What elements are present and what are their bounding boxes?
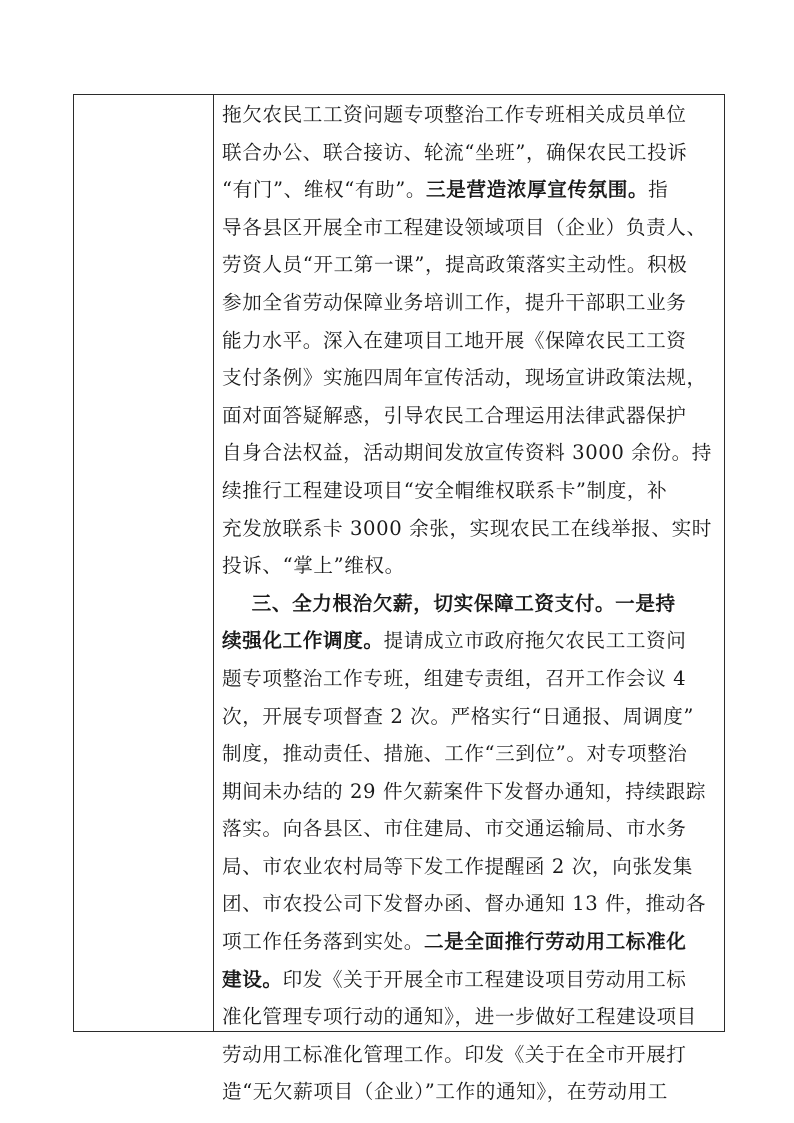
- text-segment: “有门”、维权“有助”。: [222, 178, 427, 202]
- text-segment: 联合办公、联合接访、轮流“坐班”，确保农民工投诉: [222, 140, 688, 164]
- bold-text-segment: 续强化工作调度。: [222, 629, 384, 653]
- text-line: [222, 510, 722, 548]
- text-line: [222, 848, 722, 886]
- text-segment: 充发放联系卡 3000 余张，实现农民工在线举报、实时: [222, 516, 712, 540]
- text-line: [222, 134, 722, 172]
- text-line: [222, 171, 722, 209]
- text-segment: 项工作任务落到实处。: [222, 930, 424, 954]
- text-line: [222, 810, 722, 848]
- text-segment: 导各县区开展全市工程建设领域项目（企业）负责人、: [222, 215, 707, 239]
- text-line: [222, 209, 722, 247]
- text-segment: 续推行工程建设项目“安全帽维权联系卡”制度，补: [222, 478, 668, 502]
- text-line: [222, 998, 722, 1036]
- text-segment: 劳动用工标准化管理工作。印发《关于在全市开展打: [222, 1042, 687, 1066]
- text-line: [222, 434, 722, 472]
- text-segment: 自身合法权益，活动期间发放宣传资料 3000 余份。持: [222, 441, 712, 465]
- text-segment: 印发《关于开展全市工程建设项目劳动用工标: [282, 967, 687, 991]
- text-segment: 指: [648, 178, 669, 202]
- text-line: [222, 96, 722, 134]
- text-line: [222, 735, 722, 773]
- text-segment: 投诉、“掌上”维权。: [222, 554, 405, 578]
- text-line: [222, 698, 722, 736]
- text-segment: 支付条例》实施四周年宣传活动，现场宣讲政策法规，: [222, 366, 707, 390]
- text-segment: 提请成立市政府拖欠农民工工资问: [383, 629, 687, 653]
- text-segment: 劳资人员“开工第一课”，提高政策落实主动性。积极: [222, 253, 688, 277]
- table-left-cell: [74, 95, 214, 1031]
- text-line: [222, 246, 722, 284]
- text-line: [222, 1073, 722, 1111]
- bold-text-segment: 三是营造浓厚宣传氛围。: [426, 178, 649, 202]
- text-line: [222, 1036, 722, 1074]
- text-segment: 制度，推动责任、措施、工作“三到位”。对专项整治: [222, 742, 688, 766]
- text-segment: 团、市农投公司下发督办函、督办通知 13 件，推动各: [222, 892, 707, 916]
- text-line: [222, 885, 722, 923]
- text-segment: 拖欠农民工工资问题专项整治工作专班相关成员单位: [222, 103, 687, 126]
- text-line: [222, 284, 722, 322]
- text-segment: 面对面答疑解惑，引导农民工合理运用法律武器保护: [222, 403, 687, 427]
- text-line: [222, 322, 722, 360]
- text-line: [222, 547, 722, 585]
- text-segment: 参加全省劳动保障业务培训工作，提升干部职工业务: [222, 290, 687, 314]
- bold-text-segment: 二是全面推行劳动用工标准化: [423, 930, 687, 954]
- text-segment: 期间未办结的 29 件欠薪案件下发督办通知，持续跟踪: [222, 779, 707, 803]
- text-line: [222, 923, 722, 961]
- text-line: [222, 660, 722, 698]
- bold-text-segment: 三、全力根治欠薪，切实保障工资支付。一是持: [222, 591, 676, 615]
- text-line: [222, 773, 722, 811]
- bold-text-segment: 建设。: [222, 967, 283, 991]
- text-segment: 能力水平。深入在建项目工地开展《保障农民工工资: [222, 328, 687, 352]
- text-segment: 落实。向各县区、市住建局、市交通运输局、市水务: [222, 817, 687, 841]
- text-segment: 题专项整治工作专班，组建专责组，召开工作会议 4: [222, 666, 687, 690]
- text-line: [222, 359, 722, 397]
- text-line: [222, 622, 722, 660]
- text-segment: 次，开展专项督查 2 次。严格实行“日通报、周调度”: [222, 704, 695, 728]
- report-body-text: [222, 96, 722, 1111]
- text-line: [222, 585, 722, 623]
- text-line: [222, 472, 722, 510]
- text-segment: 局、市农业农村局等下发工作提醒函 2 次，向张发集: [222, 854, 693, 878]
- text-line: [222, 961, 722, 999]
- text-segment: 造“无欠薪项目（企业）”工作的通知》，在劳动用工: [222, 1080, 668, 1104]
- text-segment: 准化管理专项行动的通知》，进一步做好工程建设项目: [222, 1005, 697, 1029]
- text-line: [222, 397, 722, 435]
